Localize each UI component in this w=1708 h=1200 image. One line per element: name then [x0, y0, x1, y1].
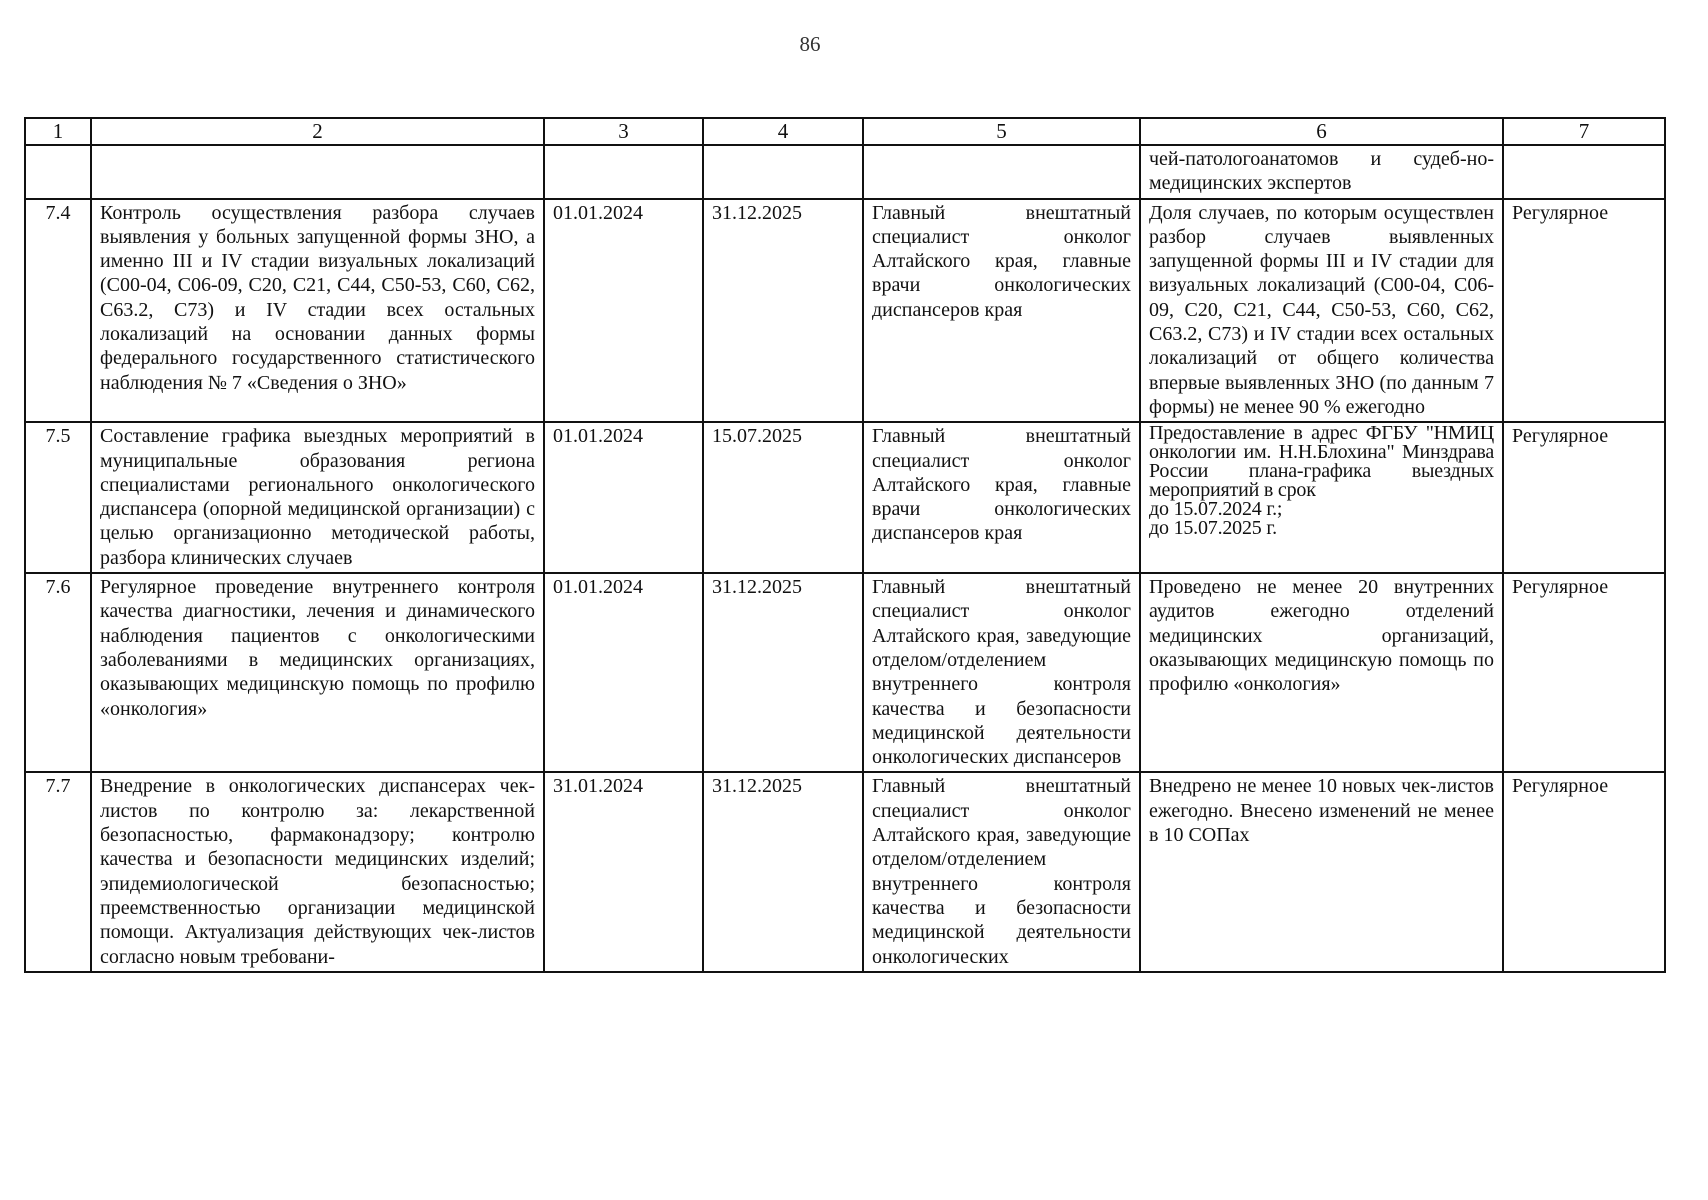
column-header: 2: [91, 118, 544, 145]
cell-type: Регулярное: [1503, 422, 1665, 573]
cell-end-date: 15.07.2025: [703, 422, 863, 573]
cell-indicator: Предоставление в адрес ФГБУ "НМИЦ онкологии им. Н.Н.Блохина" Минздрава России плана-графика выездных мероприятий в срок до 15.07.2024 г.; до 15.07.2025 г.: [1140, 422, 1503, 573]
cell-start-date: 01.01.2024: [544, 573, 703, 772]
table-row: [25, 199, 1665, 423]
cell-indicator: Доля случаев, по которым осуществлен разбор случаев выявленных запущенной формы III и IV стадии для визуальных локализаций (С00-04, С06-09, С20, С21, С44, С50-53, С60, С62, С63.2, С73) и IV стадии всех остальных локализаций от общего количества впервые выявленных ЗНО (по данным 7 формы) не менее 90 % ежегодно: [1140, 199, 1503, 423]
cell-num: [25, 145, 91, 199]
cell-type: Регулярное: [1503, 199, 1665, 423]
measures-table: [24, 117, 1666, 973]
cell-measure: Регулярное проведение внутреннего контроля качества диагностики, лечения и динамического наблюдения пациентов с онкологическими заболеваниями в медицинских организациях, оказывающих медицинскую помощь по профилю «онкология»: [91, 573, 544, 772]
cell-indicator: Проведено не менее 20 внутренних аудитов ежегодно отделений медицинских организаций, оказывающих медицинскую помощь по профилю «онкология»: [1140, 573, 1503, 772]
cell-start-date: 01.01.2024: [544, 422, 703, 573]
cell-responsible: [863, 145, 1140, 199]
cell-responsible: Главный внештатный специалист онколог Алтайского края, главные врачи онкологических диспансеров края: [863, 422, 1140, 573]
cell-end-date: 31.12.2025: [703, 772, 863, 971]
cell-measure: [91, 145, 544, 199]
cell-end-date: 31.12.2025: [703, 199, 863, 423]
table-row: [25, 573, 1665, 772]
table-row: [25, 422, 1665, 573]
cell-measure: Составление графика выездных мероприятий в муниципальные образования региона специалистами регионального онкологического диспансера (опорной медицинской организации) с целью организационно методической работы, разбора клинических случаев: [91, 422, 544, 573]
cell-responsible: Главный внештатный специалист онколог Алтайского края, главные врачи онкологических диспансеров края: [863, 199, 1140, 423]
cell-measure: Контроль осуществления разбора случаев выявления у больных запущенной формы ЗНО, а именно III и IV стадии визуальных локализаций (С00-04, С06-09, С20, С21, С44, С50-53, С60, С62, С63.2, С73) и IV стадии всех остальных локализаций на основании данных формы федерального государственного статистического наблюдения № 7 «Сведения о ЗНО»: [91, 199, 544, 423]
cell-type: [1503, 145, 1665, 199]
header-row: [25, 118, 1665, 145]
cell-responsible: Главный внештатный специалист онколог Алтайского края, заведующие отделом/отделением внутреннего контроля качества и безопасности медицинской деятельности онкологических: [863, 772, 1140, 971]
cell-measure: Внедрение в онкологических диспансерах чек-листов по контролю за: лекарственной безопасностью, фармаконадзору; контролю качества и безопасности медицинских изделий; эпидемиологической безопасностью; преемственностью организации медицинской помощи. Актуализация действующих чек-листов согласно новым требовани-: [91, 772, 544, 971]
cell-end-date: 31.12.2025: [703, 573, 863, 772]
cell-num: 7.5: [25, 422, 91, 573]
cell-responsible: Главный внештатный специалист онколог Алтайского края, заведующие отделом/отделением внутреннего контроля качества и безопасности медицинской деятельности онкологических диспансеров: [863, 573, 1140, 772]
column-header: 5: [863, 118, 1140, 145]
cell-indicator: Внедрено не менее 10 новых чек-листов ежегодно. Внесено изменений не менее в 10 СОПах: [1140, 772, 1503, 971]
column-header: 4: [703, 118, 863, 145]
cell-start-date: [544, 145, 703, 199]
column-header: 3: [544, 118, 703, 145]
continuation-row: [25, 145, 1665, 199]
cell-indicator: чей-патологоанатомов и судеб-но-медицинских экспертов: [1140, 145, 1503, 199]
cell-start-date: 01.01.2024: [544, 199, 703, 423]
cell-type: Регулярное: [1503, 573, 1665, 772]
cell-num: 7.7: [25, 772, 91, 971]
table-row: [25, 772, 1665, 971]
column-header: 7: [1503, 118, 1665, 145]
cell-num: 7.6: [25, 573, 91, 772]
cell-end-date: [703, 145, 863, 199]
cell-start-date: 31.01.2024: [544, 772, 703, 971]
column-header: 6: [1140, 118, 1503, 145]
column-header: 1: [25, 118, 91, 145]
cell-type: Регулярное: [1503, 772, 1665, 971]
cell-num: 7.4: [25, 199, 91, 423]
page-number: 86: [799, 32, 821, 56]
